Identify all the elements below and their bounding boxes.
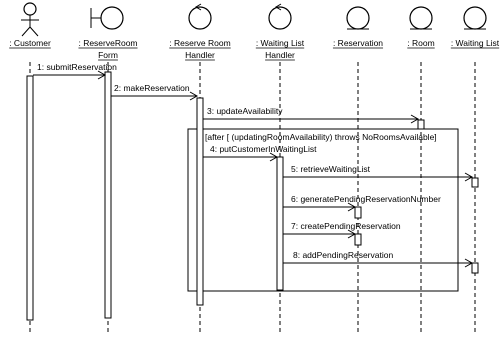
- participant-label: : ReserveRoom: [78, 38, 138, 48]
- participant-label: : Reserve Room: [169, 38, 231, 48]
- activation-bar: [355, 207, 361, 218]
- entity-icon: [347, 7, 369, 29]
- activation-bar: [472, 178, 478, 187]
- activation-bar: [197, 98, 203, 305]
- message-label: 3: updateAvailability: [207, 106, 283, 116]
- participant-label: : Reservation: [332, 38, 384, 48]
- message-label: 8: addPendingReservation: [293, 250, 394, 260]
- activation-bar: [105, 72, 111, 318]
- entity-icon: [410, 7, 432, 29]
- participant-label: : Customer: [9, 38, 51, 48]
- participant-label-line2: Form: [98, 50, 118, 60]
- entity-icon: [464, 7, 486, 29]
- fragment-guard: [after [ (updatingRoomAvailability) throws NoRoomsAvailable]: [205, 132, 437, 142]
- participant-label-line2: Handler: [265, 50, 295, 60]
- message-label: 2: makeReservation: [114, 83, 190, 93]
- message-label: 6: generatePendingReservationNumber: [291, 194, 441, 204]
- boundary-icon: [91, 7, 123, 29]
- activation-bar: [277, 157, 283, 290]
- message-label: 7: createPendingReservation: [291, 221, 401, 231]
- control-icon: [189, 4, 211, 29]
- activation-bar: [355, 234, 361, 245]
- message-label: 4: putCustomerInWaitingList: [210, 144, 317, 154]
- participant-heads: [9, 3, 500, 60]
- messages: [33, 62, 472, 267]
- participant-label: : Waiting List: [450, 38, 500, 48]
- message-label: 5: retrieveWaitingList: [291, 164, 371, 174]
- control-icon: [269, 4, 291, 29]
- activation-bar: [472, 263, 478, 273]
- message-label: 1: submitReservation: [37, 62, 117, 72]
- participant-label: : Waiting List: [255, 38, 305, 48]
- activation-bar: [27, 76, 33, 320]
- participant-label-line2: Handler: [185, 50, 215, 60]
- activation-bar: [418, 120, 424, 129]
- participant-label: : Room: [407, 38, 435, 48]
- actor-icon: [21, 3, 39, 36]
